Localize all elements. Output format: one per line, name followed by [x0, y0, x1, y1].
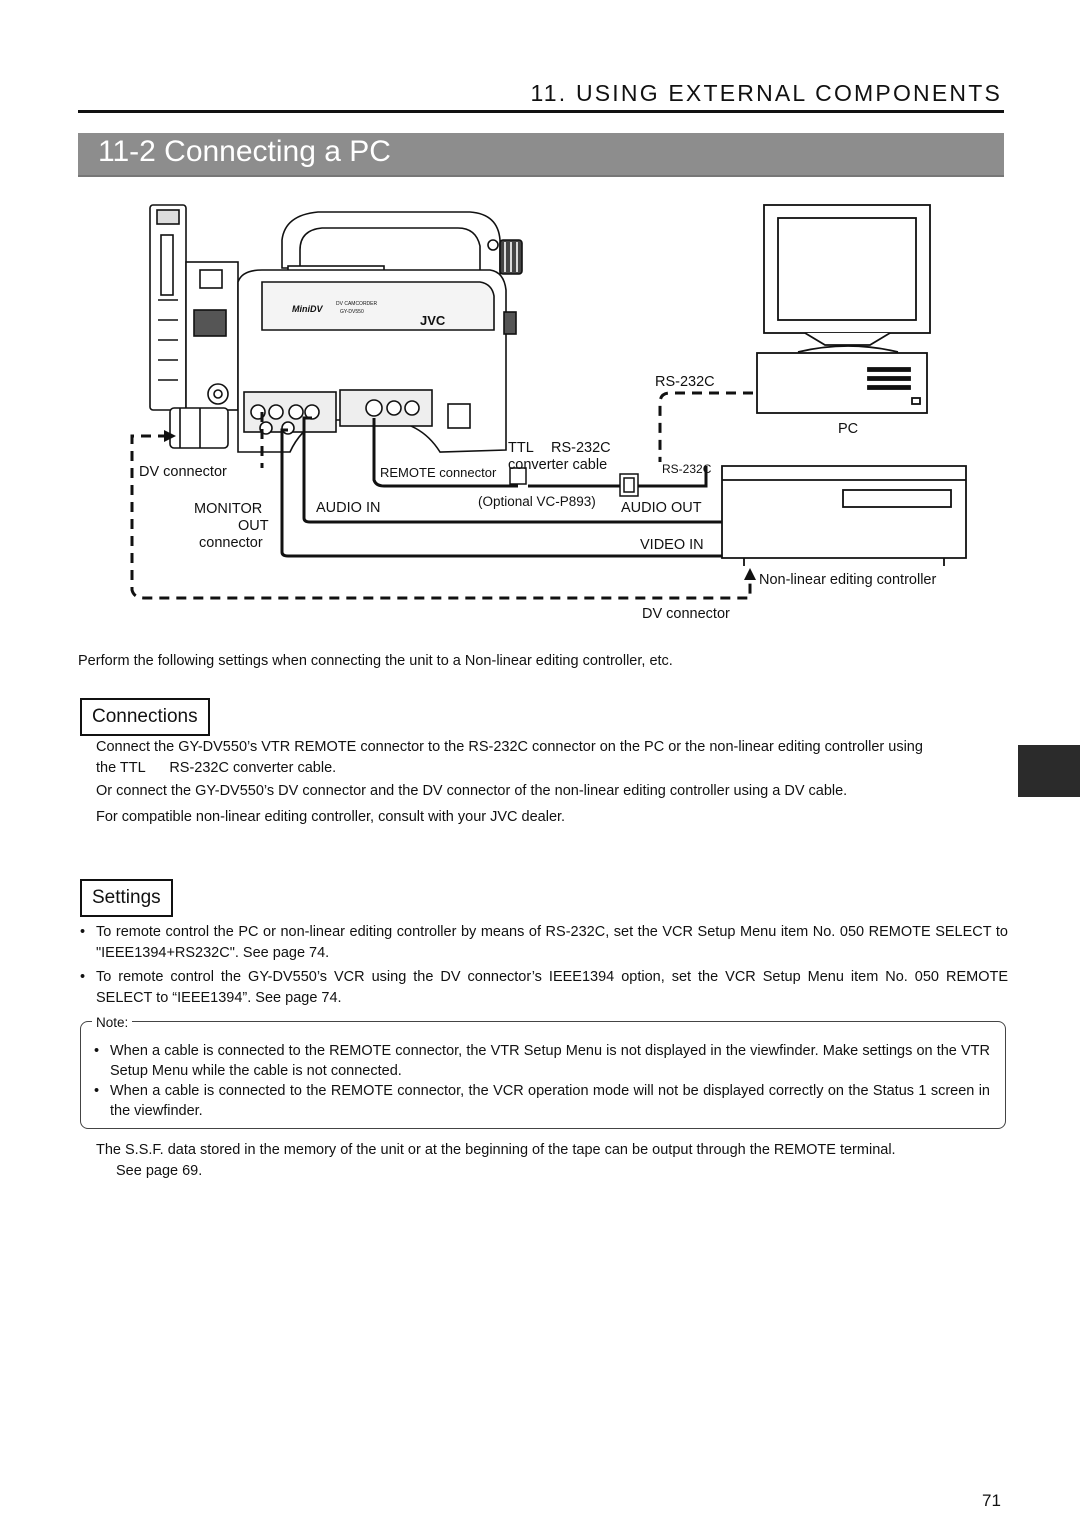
converter-cable-label: converter cable [508, 457, 608, 473]
connection-diagram [0, 190, 1080, 630]
connections-p1-line1: Connect the GY-DV550’s VTR REMOTE connector to the RS-232C connector on the PC or the non-linear editing controller using [96, 739, 923, 755]
note-bullet-2: • When a cable is connected to the REMOTE connector, the VCR operation mode will not be displayed correctly on the Status 1 screen in the viewfinder. [110, 1081, 990, 1121]
chapter-side-tab [1018, 745, 1080, 797]
ssf-line1: The S.S.F. data stored in the memory of the unit or at the beginning of the tape can be output through the REMOTE terminal. [96, 1142, 896, 1158]
intro-text: Perform the following settings when connecting the unit to a Non-linear editing controller, etc. [78, 653, 673, 669]
pc-label: PC [838, 421, 859, 437]
ttl-rs232c-label: RS-232C [551, 440, 611, 456]
ttl-label: TTL [508, 440, 534, 456]
connections-p1-line2: the TTL RS-232C converter cable. [96, 760, 337, 776]
settings-heading: Settings [80, 879, 173, 917]
connections-paragraph-1 [96, 737, 1008, 779]
section-title: 11-2 Connecting a PC [98, 135, 391, 168]
connections-paragraph-2: Or connect the GY-DV550’s DV connector and the DV connector of the non-linear editing controller using a DV cable. [96, 783, 848, 799]
camera-brand: JVC [420, 313, 446, 328]
nle-controller-label: Non-linear editing controller [759, 572, 937, 588]
rs232c-top-label: RS-232C [655, 374, 715, 390]
ssf-line2: See page 69. [116, 1163, 203, 1179]
ssf-paragraph [96, 1140, 1008, 1182]
camera-model-line1: DV CAMCORDER [336, 301, 378, 307]
remote-connector-label: REMOTE connector [380, 465, 497, 480]
page-number: 71 [982, 1491, 1001, 1510]
nle-controller-illustration [722, 466, 966, 566]
camera-logo: MiniDV [292, 304, 323, 314]
monitor-out-label-1: MONITOR [194, 501, 263, 517]
rs232c-small-label: RS-232C [662, 462, 712, 476]
camcorder-illustration [150, 205, 522, 452]
pc-illustration [757, 205, 930, 413]
settings-bullet-2: • To remote control the GY-DV550’s VCR using the DV connector’s IEEE1394 option, set the VCR Setup Menu item No. 050 REMOTE SELECT to “IEEE1394”. See page 74. [96, 967, 1008, 1009]
monitor-out-label-3: connector [199, 535, 263, 551]
audio-in-label: AUDIO IN [316, 500, 381, 516]
header-rule [78, 110, 1004, 113]
note-bullet-1: • When a cable is connected to the REMOTE connector, the VTR Setup Menu is not displayed in the viewfinder. Make settings on the VTR Setup Menu while the cable is not connected. [110, 1041, 990, 1081]
optional-label: (Optional VC-P893) [478, 494, 596, 509]
chapter-heading: 11. USING EXTERNAL COMPONENTS [530, 80, 1002, 106]
camera-model-line2: GY-DV550 [340, 309, 364, 315]
dv-connector-left-label: DV connector [139, 464, 227, 480]
settings-bullet-1: • To remote control the PC or non-linear editing controller by means of RS-232C, set the VCR Setup Menu item No. 050 REMOTE SELECT to "IEEE1394+RS232C". See page 74. [96, 922, 1008, 964]
audio-out-label: AUDIO OUT [621, 500, 702, 516]
section-title-bar [78, 133, 1004, 177]
connections-paragraph-3: For compatible non-linear editing controller, consult with your JVC dealer. [96, 809, 566, 825]
connections-heading: Connections [80, 698, 210, 736]
dv-connector-bottom-label: DV connector [642, 606, 730, 622]
monitor-out-label-2: OUT [238, 518, 269, 534]
note-label: Note: [92, 1015, 132, 1030]
video-in-label: VIDEO IN [640, 537, 704, 553]
nle-arrow-up-icon [744, 568, 756, 580]
